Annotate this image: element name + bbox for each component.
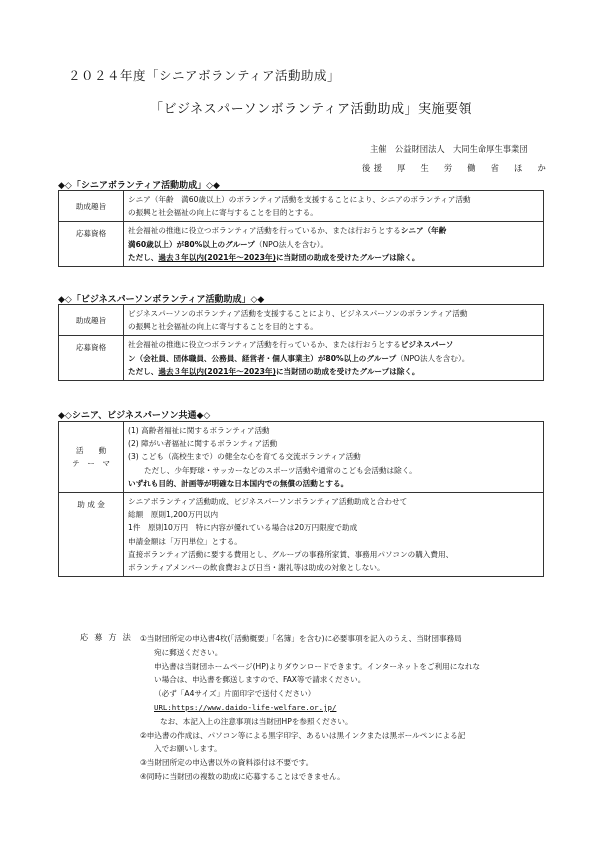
amount-row (59, 493, 544, 577)
business-purpose-line: の振興と社会福祉の向上に寄与することを目的とする。 (128, 322, 318, 332)
application-line: ②申込書の作成は、パソコン等による黒字印字、あるいは黒インクまたは黒ボールペンによる記 (140, 730, 466, 740)
business-eligibility-line (128, 338, 539, 351)
eligibility-text: 社会福祉の推進に役立つボランティア活動を行っているか、または行おうとする (128, 340, 401, 350)
application-line: い場合は、申込書を郵送しますので、FAX等で請求ください。 (154, 675, 366, 685)
theme-label (59, 422, 124, 493)
business-purpose-label: 助成趣旨 (59, 305, 124, 336)
business-eligibility-label: 応募資格 (59, 336, 124, 381)
amount-line: シニアボランティア活動助成、ビジネスパーソンボランティア活動助成と合わせて (128, 497, 408, 507)
application-line: ④同時に当財団の複数の助成に応募することはできません。 (140, 771, 345, 781)
business-section-heading: ◆◇「ビジネスパーソンボランティア活動助成」◇◆ (58, 295, 265, 305)
application-line: 宛に郵送ください。 (154, 647, 223, 657)
theme-label-line: 活 動 (75, 445, 107, 455)
amount-line: ボランティアメンバーの飲食費および日当・謝礼等は助成の対象としない。 (128, 563, 385, 573)
amount-line: 直接ボランティア活動に要する費用とし、グループの事務所家賃、事務用パソコンの購入費用、 (128, 549, 454, 559)
theme-note: ただし、少年野球・サッカーなどのスポーツ活動や通常のこども会活動は除く。 (144, 465, 417, 475)
senior-section-heading: ◆◇「シニアボランティア活動助成」◇◆ (58, 181, 220, 191)
eligibility-target: ビジネスパーソ (400, 340, 454, 350)
eligibility-target: 満60歳以上）が80%以上のグループ (128, 239, 255, 249)
theme-label-line: テ ー マ (72, 459, 110, 468)
theme-item: (2) 障がい者福祉に関するボランティア活動 (128, 439, 278, 449)
eligibility-period: 過去３年以内(2021年～2023年) (158, 252, 276, 262)
amount-label: 助 成 金 (59, 493, 124, 577)
senior-purpose-row (59, 191, 544, 222)
business-eligibility-line (128, 365, 539, 378)
eligibility-text: に当財団の助成を受けたグループは除く。 (275, 252, 420, 262)
amount-text (124, 493, 544, 577)
amount-line: 申請金額は「万円単位」とする。 (128, 536, 242, 546)
eligibility-text: 社会福祉の推進に役立つボランティア活動を行っているか、または行おうとする (128, 226, 401, 236)
amount-line: 総額 原則1,200万円以内 (128, 510, 219, 520)
document-title-line1: ２０２４年度「シニアボランティア活動助成」 (68, 68, 341, 83)
eligibility-text: （NPO法人を含む）。 (254, 239, 329, 249)
senior-purpose-text (124, 191, 544, 222)
senior-purpose-line: の振興と社会福祉の向上に寄与することを目的とする。 (128, 208, 318, 218)
application-method-label: 応募方法 (80, 632, 137, 642)
eligibility-text: ただし、 (128, 366, 159, 376)
eligibility-text: （NPO法人を含む）。 (396, 353, 470, 363)
eligibility-target: シニア（年齢 (400, 226, 447, 236)
application-line: 入でお願いします。 (154, 744, 222, 754)
application-line: （必ず「A4サイズ」片面印字で送付ください） (154, 689, 316, 699)
eligibility-text: に当財団の助成を受けたグループは除く。 (275, 366, 420, 376)
theme-item: (1) 高齢者福祉に関するボランティア活動 (128, 426, 270, 435)
business-eligibility-row (59, 336, 544, 381)
senior-purpose-label: 助成趣旨 (59, 191, 124, 222)
senior-eligibility-line (128, 238, 539, 251)
senior-eligibility-row (59, 222, 544, 267)
business-purpose-row (59, 305, 544, 336)
organizer-line: 主催 公益財団法人 大同生命厚生事業団 (370, 144, 528, 154)
common-table (58, 421, 544, 577)
application-line: なお、本記入上の注意事項は当財団HPを参照ください。 (160, 716, 353, 726)
theme-item: (3) こども（高校生まで）の健全な心を育てる交流ボランティア活動 (128, 452, 361, 462)
senior-purpose-line: シニア（年齢 満60歳以上）のボランティア活動を支援することにより、シニアのボランティア活動 (128, 195, 471, 204)
theme-text (124, 422, 544, 493)
common-section-heading: ◆◇シニア、ビジネスパーソン共通◆◇ (58, 411, 211, 421)
senior-eligibility-label: 応募資格 (59, 222, 124, 267)
business-purpose-line: ビジネスパーソンのボランティア活動を支援することにより、ビジネスパーソンのボランティア活動 (128, 309, 468, 318)
theme-condition: いずれも目的、計画等が明確な日本国内での無償の活動とする。 (128, 478, 349, 488)
document-title-line2: 「ビジネスパーソンボランティア活動助成」実施要領 (150, 102, 473, 117)
sponsor-line: 後援 厚 生 労 働 省 ほ か (362, 163, 550, 173)
business-eligibility-line (128, 352, 539, 365)
senior-eligibility-line (128, 224, 539, 237)
business-table (58, 304, 544, 381)
theme-row (59, 422, 544, 493)
application-line: ③当財団所定の申込書以外の資料添付は不要です。 (140, 758, 314, 768)
application-line: 申込書は当財団ホームページ(HP)よりダウンロードできます。インターネットをご利用になれな (154, 661, 481, 671)
eligibility-text: ただし、 (128, 252, 159, 262)
senior-eligibility-line (128, 251, 539, 264)
senior-table (58, 190, 544, 267)
application-method-text (140, 632, 552, 784)
eligibility-target: ン（会社員、団体職員、公務員、経営者・個人事業主）が80%以上のグループ (128, 353, 397, 363)
eligibility-period: 過去３年以内(2021年～2023年) (158, 366, 276, 376)
business-purpose-text (124, 305, 544, 336)
business-eligibility-text (124, 336, 544, 381)
amount-line: 1件 原則10万円 特に内容が優れている場合は20万円限度で助成 (128, 523, 358, 533)
foundation-url-link[interactable]: URL:https://www.daido-life-welfare.or.jp/ (154, 702, 337, 712)
application-line: ①当財団所定の申込書4枚(「活動概要」「名簿」を含む)に必要事項を記入のうえ、当財団事務局 (140, 634, 462, 643)
senior-eligibility-text (124, 222, 544, 267)
application-url-line (140, 701, 552, 715)
